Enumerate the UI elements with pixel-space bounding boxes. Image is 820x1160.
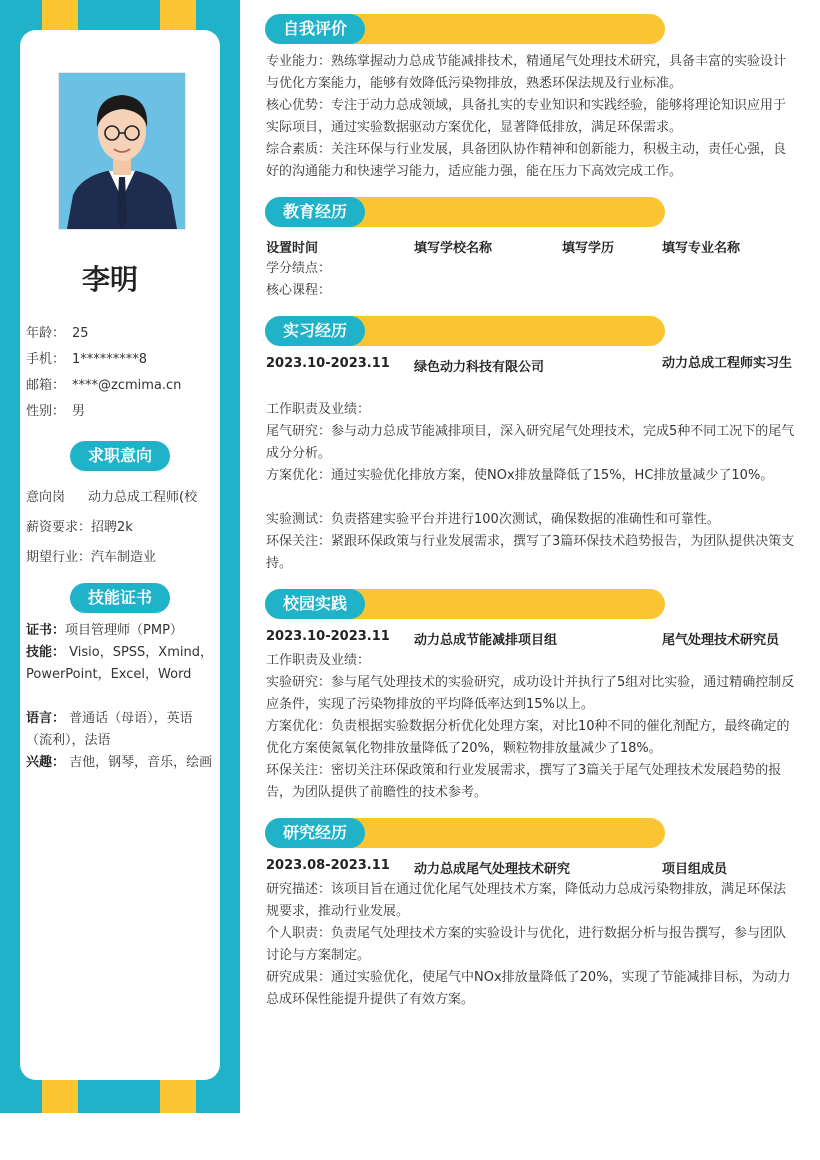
job-position-value: 动力总成工程师(校 — [88, 490, 198, 505]
info-value: 1*********8 — [72, 352, 148, 367]
campus-role: 尾气处理技术研究员 — [662, 633, 780, 648]
campus-line: 环保关注：密切关注环保政策和行业发展需求，撰写了3篇关于尾气处理技术发展趋势的报告，为团队提供了前瞻性的技术参考。 — [266, 763, 782, 800]
skill-value: Visio，SPSS，Xmind，PowerPoint，Excel，Word — [26, 645, 213, 682]
education-degree: 填写学历 — [562, 241, 615, 256]
campus-line: 工作职责及业绩： — [266, 653, 371, 668]
job-salary — [26, 516, 133, 535]
education-gpa: 学分绩点： — [266, 261, 332, 276]
info-value: ****@zcmima.cn — [72, 378, 182, 393]
job-position-label: 意向岗 — [26, 490, 66, 505]
skill-label: 技能： — [26, 645, 66, 660]
info-label: 邮箱： — [26, 378, 66, 393]
internship-company: 绿色动力科技有限公司 — [414, 360, 545, 375]
internship-time: 2023.10-2023.11 — [266, 356, 390, 371]
job-intent-heading: 求职意向 — [70, 441, 170, 471]
section-research — [265, 818, 667, 848]
research-line: 研究成果：通过实验优化，使尾气中NOx排放量降低了20%，实现了节能减排目标，为动力总成环保性能提升提供了有效方案。 — [266, 970, 791, 1007]
profile-photo — [58, 72, 186, 230]
campus-line: 实验研究：参与尾气处理技术的实验研究，成功设计并执行了5组对比实验，通过精确控制反应条件，实现了污染物排放的平均降低率达到15%以上。 — [266, 675, 795, 712]
info-label: 年龄： — [26, 326, 66, 341]
decor-stripe — [160, 1080, 196, 1113]
decor-stripe — [160, 0, 196, 32]
decor-stripe — [42, 0, 78, 32]
info-label: 手机： — [26, 352, 66, 367]
person-portrait-icon — [59, 73, 185, 229]
skill-value: 项目管理师（PMP） — [65, 623, 183, 638]
internship-role: 动力总成工程师实习生 — [662, 356, 793, 371]
skill-languages — [26, 708, 218, 752]
campus-org: 动力总成节能减排项目组 — [414, 633, 558, 648]
section-title: 教育经历 — [265, 197, 365, 227]
job-salary-value: 招聘2k — [91, 520, 133, 535]
section-title: 实习经历 — [265, 316, 365, 346]
education-time: 设置时间 — [266, 241, 319, 256]
skill-interests — [26, 752, 218, 774]
campus-time: 2023.10-2023.11 — [266, 629, 390, 644]
research-project: 动力总成尾气处理技术研究 — [414, 862, 571, 877]
skill-certificate — [26, 620, 218, 642]
job-industry — [26, 546, 156, 565]
education-courses: 核心课程： — [266, 283, 332, 298]
campus-line: 方案优化：负责根据实验数据分析优化处理方案，对比10种不同的催化剂配方，最终确定的优化方案使氮氧化物排放量降低了20%，颗粒物排放量减少了18%。 — [266, 719, 790, 756]
self-eval-line: 核心优势：专注于动力总成领域，具备扎实的专业知识和实践经验，能够将理论知识应用于实际项目，通过实验数据驱动方案优化，显著降低排放，满足环保需求。 — [266, 98, 787, 135]
internship-line: 尾气研究：参与动力总成节能减排项目，深入研究尾气处理技术，完成5种不同工况下的尾气成分分析。 — [266, 424, 795, 461]
skill-value: 吉他，钢琴，音乐，绘画 — [65, 755, 213, 770]
info-email — [26, 374, 181, 393]
candidate-name: 李明 — [81, 263, 138, 296]
education-major: 填写专业名称 — [662, 241, 741, 256]
info-gender — [26, 400, 85, 419]
section-campus — [265, 589, 667, 619]
info-age — [26, 322, 89, 341]
decor-stripe — [42, 1080, 78, 1113]
info-label: 性别： — [26, 404, 66, 419]
self-eval-line: 综合素质：关注环保与行业发展，具备团队协作精神和创新能力，积极主动，责任心强，良好的沟通能力和快速学习能力，适应能力强，能在压力下高效完成工作。 — [266, 142, 787, 179]
skill-label: 语言： — [26, 711, 66, 726]
section-title: 校园实践 — [265, 589, 365, 619]
section-education — [265, 197, 667, 227]
skill-tools — [26, 642, 218, 686]
section-internship — [265, 316, 667, 346]
self-eval-line: 专业能力：熟练掌握动力总成节能减排技术，精通尾气处理技术研究，具备丰富的实验设计与优化方案能力，能够有效降低污染物排放，熟悉环保法规及行业标准。 — [266, 54, 787, 91]
info-value: 男 — [72, 404, 86, 419]
skill-value: 普通话（母语），英语（流利），法语 — [26, 711, 193, 748]
section-title: 研究经历 — [265, 818, 365, 848]
internship-line: 环保关注：紧跟环保政策与行业发展需求，撰写了3篇环保技术趋势报告，为团队提供决策支持。 — [266, 534, 795, 571]
internship-line: 方案优化：通过实验优化排放方案，使NOx排放量降低了15%，HC排放量减少了10%。 — [266, 468, 774, 483]
skill-label: 证书： — [26, 623, 66, 638]
research-line: 研究描述：该项目旨在通过优化尾气处理技术方案，降低动力总成污染物排放，满足环保法规要求，推动行业发展。 — [266, 882, 787, 919]
info-phone — [26, 348, 147, 367]
education-school: 填写学校名称 — [414, 241, 493, 256]
research-time: 2023.08-2023.11 — [266, 858, 390, 873]
skill-label: 兴趣： — [26, 755, 66, 770]
skills-heading: 技能证书 — [70, 583, 170, 613]
job-industry-label: 期望行业： — [26, 550, 92, 565]
research-line: 个人职责：负责尾气处理技术方案的实验设计与优化，进行数据分析与报告撰写，参与团队讨论与方案制定。 — [266, 926, 787, 963]
info-value: 25 — [72, 326, 89, 341]
job-industry-value: 汽车制造业 — [91, 550, 157, 565]
internship-line: 实验测试：负责搭建实验平台并进行100次测试，确保数据的准确性和可靠性。 — [266, 512, 720, 527]
job-salary-label: 薪资要求： — [26, 520, 92, 535]
internship-line: 工作职责及业绩： — [266, 402, 371, 417]
section-self-evaluation — [265, 14, 667, 44]
research-role: 项目组成员 — [662, 862, 728, 877]
section-title: 自我评价 — [265, 14, 365, 44]
